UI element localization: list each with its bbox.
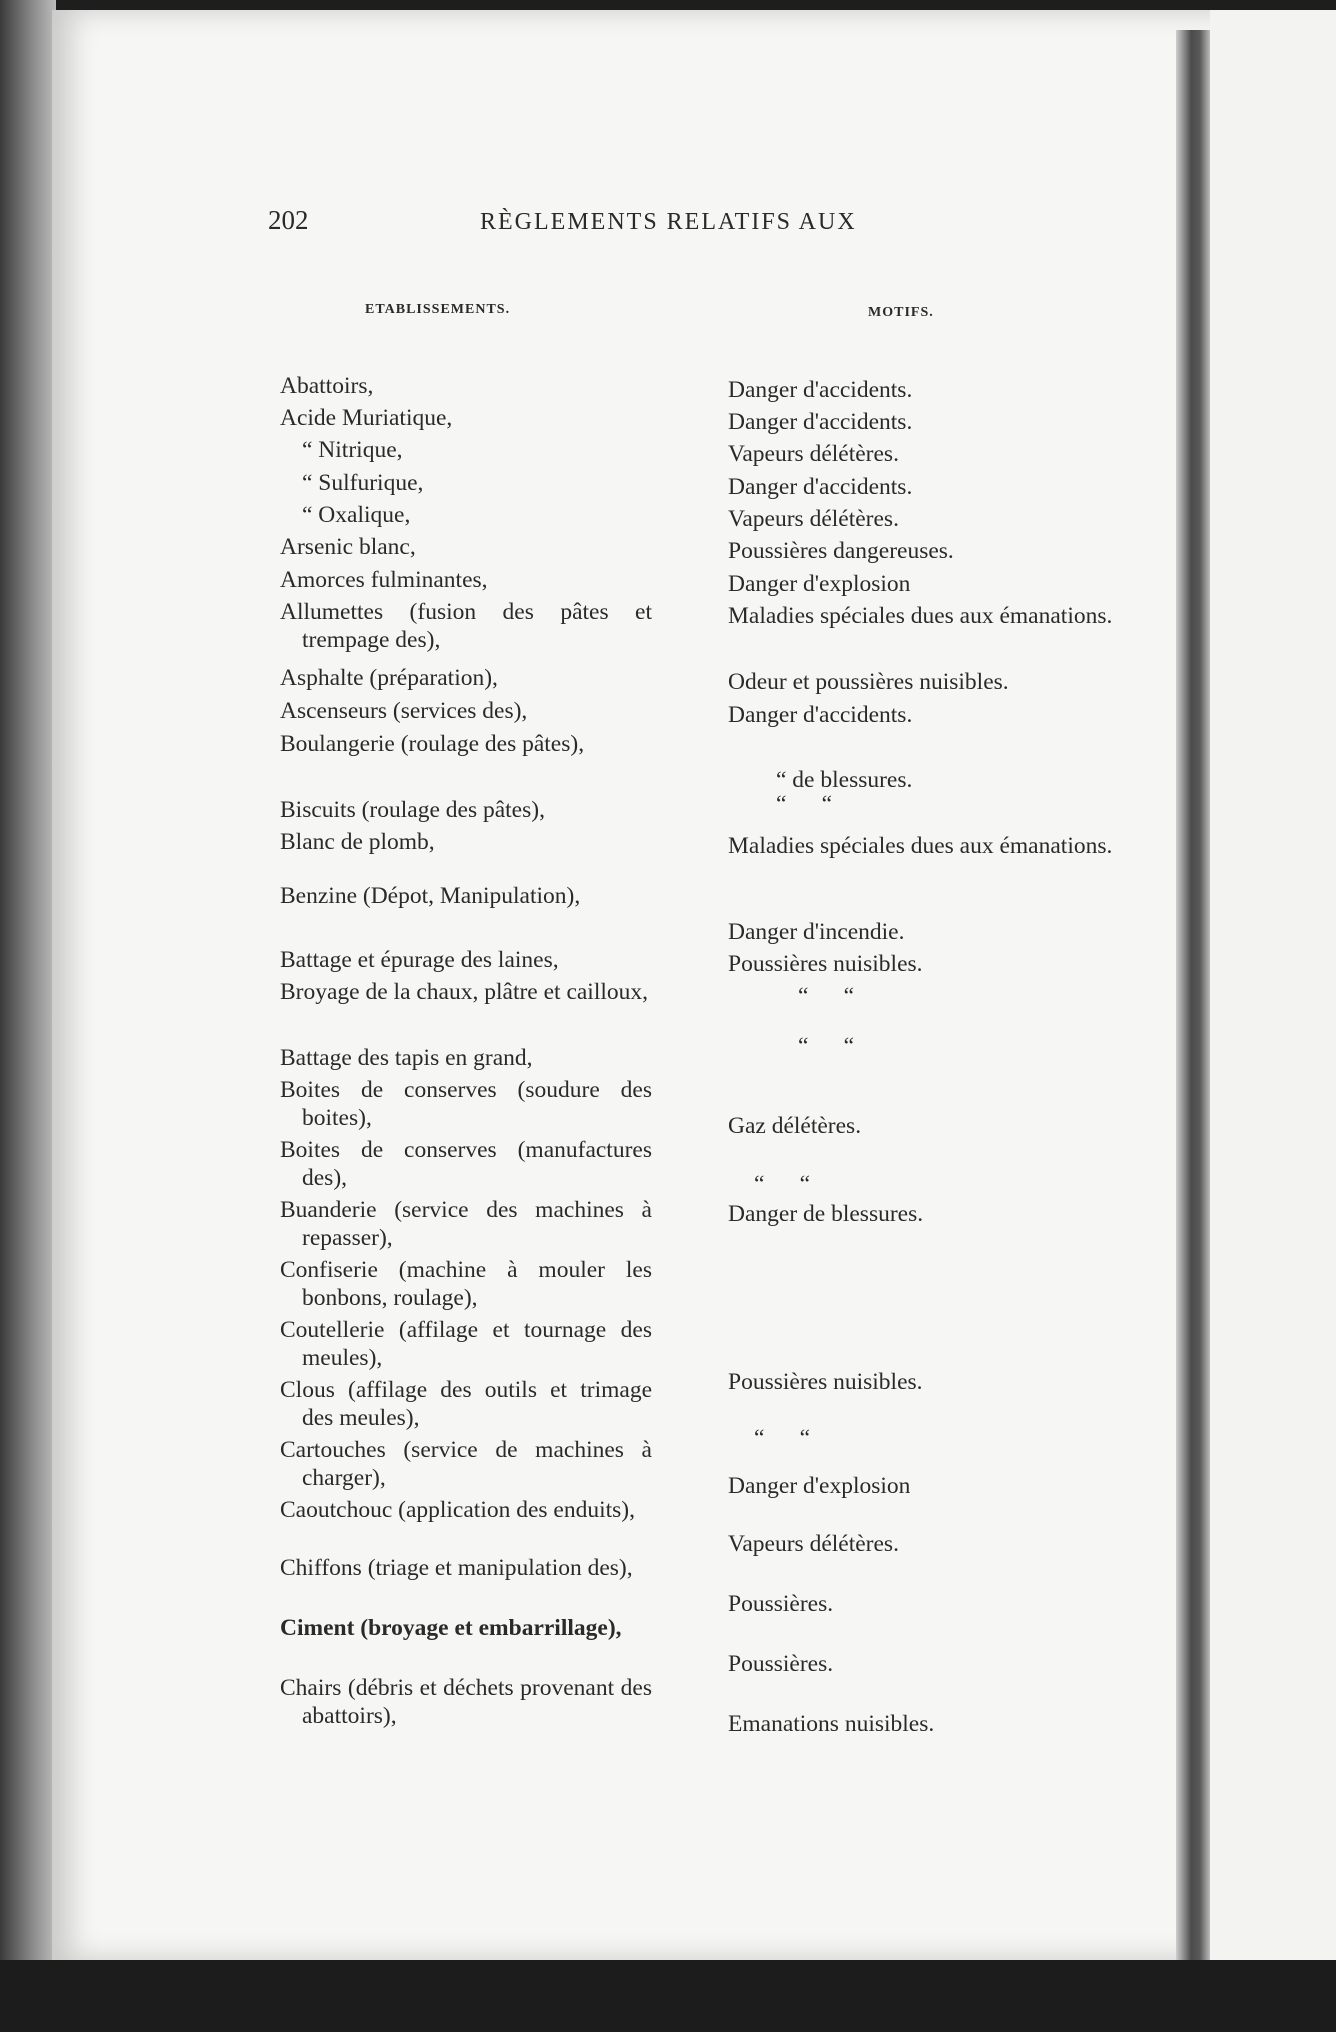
establishment-cell: Ascenseurs (services des), bbox=[280, 698, 528, 724]
motif-cell: Poussières. bbox=[728, 1591, 834, 1617]
motif-cell: Maladies spéciales dues aux émanations. bbox=[728, 833, 1113, 859]
column-header-motifs: MOTIFS. bbox=[868, 305, 934, 320]
motif-cell: “ “ bbox=[754, 1171, 811, 1197]
motif-cell: “ “ bbox=[798, 983, 855, 1009]
establishment-cell: Biscuits (roulage des pâtes), bbox=[280, 797, 545, 823]
motif-cell: Danger d'accidents. bbox=[728, 702, 913, 728]
motif-cell: Poussières nuisibles. bbox=[728, 951, 923, 977]
establishment-cell: Battage des tapis en grand, bbox=[280, 1045, 533, 1071]
establishment-cell: Cartouches (service de machines à charger), bbox=[280, 1437, 652, 1491]
establishment-cell: Caoutchouc (application des enduits), bbox=[280, 1497, 636, 1523]
motif-cell: Danger de blessures. bbox=[728, 1201, 924, 1227]
establishment-cell: Chiffons (triage et manipulation des), bbox=[280, 1555, 633, 1581]
book-binding-edge bbox=[0, 0, 56, 2032]
motif-cell: “ de blessures. bbox=[776, 767, 913, 793]
motif-cell: “ “ bbox=[776, 791, 833, 817]
motif-cell: Poussières. bbox=[728, 1651, 834, 1677]
column-header-establishments: ETABLISSEMENTS. bbox=[365, 302, 511, 317]
establishment-cell: “ Oxalique, bbox=[302, 502, 411, 528]
establishment-cell: Asphalte (préparation), bbox=[280, 665, 498, 691]
motif-cell: Vapeurs délétères. bbox=[728, 1531, 899, 1557]
motif-cell: Poussières nuisibles. bbox=[728, 1369, 923, 1395]
motif-cell: Danger d'explosion bbox=[728, 1473, 911, 1499]
establishment-cell: Ciment (broyage et embarrillage), bbox=[280, 1615, 622, 1641]
motif-cell: Danger d'incendie. bbox=[728, 919, 905, 945]
establishment-cell: Abattoirs, bbox=[280, 373, 374, 399]
motif-cell: Vapeurs délétères. bbox=[728, 506, 899, 532]
scan-border bbox=[0, 1960, 1336, 2032]
establishment-cell: Benzine (Dépot, Manipulation), bbox=[280, 883, 581, 909]
motif-cell: Gaz délétères. bbox=[728, 1113, 862, 1139]
establishment-cell: Chairs (débris et déchets provenant des abattoirs), bbox=[280, 1675, 652, 1729]
motif-cell: Emanations nuisibles. bbox=[728, 1711, 935, 1737]
motif-cell: Danger d'accidents. bbox=[728, 474, 913, 500]
establishment-cell: Clous (affilage des outils et trimage des meules), bbox=[280, 1377, 652, 1431]
establishment-cell: “ Nitrique, bbox=[302, 437, 403, 463]
motif-cell: “ “ bbox=[798, 1033, 855, 1059]
establishment-cell: Battage et épurage des laines, bbox=[280, 947, 559, 973]
establishment-cell: Boites de conserves (soudure des boites), bbox=[280, 1077, 652, 1131]
motif-cell: Danger d'accidents. bbox=[728, 377, 913, 403]
establishment-cell: Arsenic blanc, bbox=[280, 534, 416, 560]
motif-cell: Odeur et poussières nuisibles. bbox=[728, 669, 1009, 695]
establishment-cell: Boulangerie (roulage des pâtes), bbox=[280, 731, 585, 757]
establishment-cell: Amorces fulminantes, bbox=[280, 567, 488, 593]
establishment-cell: Boites de conserves (manufactures des), bbox=[280, 1137, 652, 1191]
motif-cell: Vapeurs délétères. bbox=[728, 441, 899, 467]
establishment-cell: “ Sulfurique, bbox=[302, 470, 424, 496]
establishment-cell: Blanc de plomb, bbox=[280, 829, 435, 855]
establishment-cell: Broyage de la chaux, plâtre et cailloux, bbox=[280, 979, 649, 1005]
motif-cell: Danger d'explosion bbox=[728, 571, 911, 597]
motif-cell: Maladies spéciales dues aux émanations. bbox=[728, 603, 1113, 629]
adjacent-page-edge bbox=[1210, 10, 1336, 1960]
motif-cell: Danger d'accidents. bbox=[728, 409, 913, 435]
establishment-cell: Acide Muriatique, bbox=[280, 405, 453, 431]
motif-cell: Poussières dangereuses. bbox=[728, 538, 954, 564]
establishment-cell: Confiserie (machine à mouler les bonbons, roulage), bbox=[280, 1257, 652, 1311]
motif-cell: “ “ bbox=[754, 1425, 811, 1451]
establishment-cell: Allumettes (fusion des pâtes et trempage des), bbox=[280, 599, 652, 653]
running-head: RÈGLEMENTS RELATIFS AUX bbox=[480, 209, 857, 235]
establishment-cell: Coutellerie (affilage et tournage des meules), bbox=[280, 1317, 652, 1371]
page-number: 202 bbox=[268, 205, 309, 235]
establishment-cell: Buanderie (service des machines à repasser), bbox=[280, 1197, 652, 1251]
